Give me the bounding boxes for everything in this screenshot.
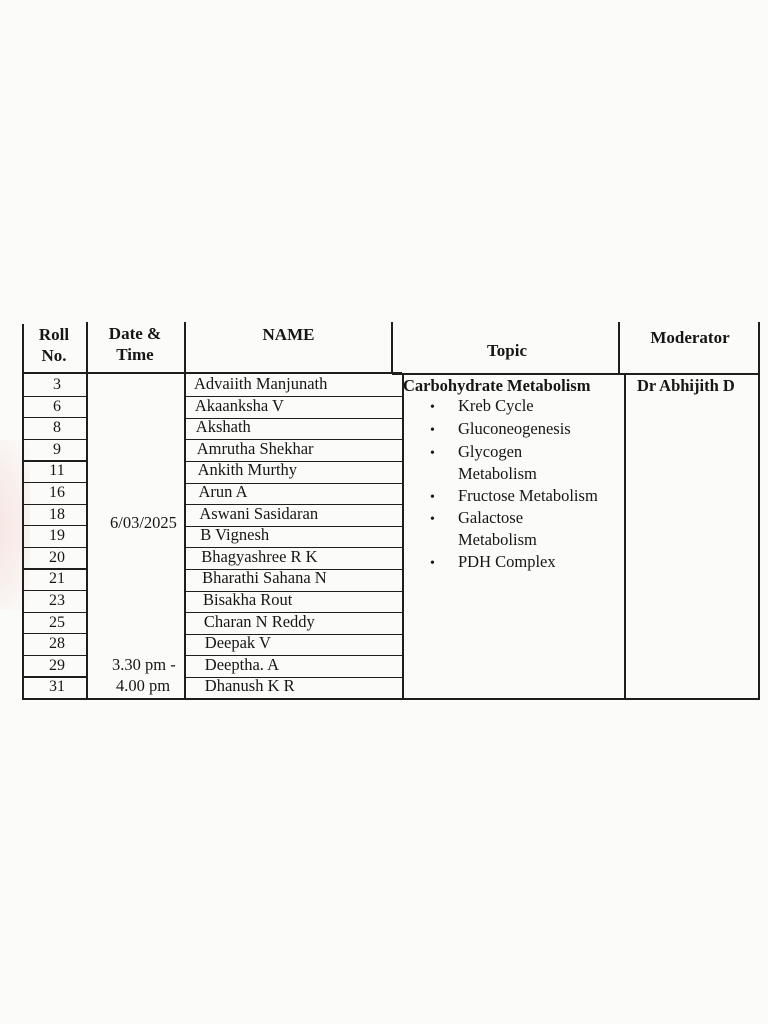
row-separator-roll [24,396,86,397]
student-name: Aswani Sasidaran [199,503,319,523]
topic-item [458,510,537,548]
topic-item [458,421,571,438]
student-name: Arun A [198,482,248,501]
bullet-icon: • [430,556,435,571]
student-name: Deeptha. A [204,654,280,674]
row-separator-roll [24,482,86,483]
bullet-icon: • [430,490,435,505]
student-name: Bisakha Rout [203,590,293,609]
topic-item-line1: Glycogen [458,442,523,461]
row-separator-roll [24,460,86,461]
roll-number: 19 [49,527,65,545]
header-date-time [88,325,182,363]
topic-item [458,488,598,505]
col-border-right-body [758,373,760,700]
student-name: Bharathi Sahana N [202,568,327,588]
topic-item-line1: Kreb Cycle [458,396,534,415]
roll-number: 16 [49,484,65,501]
roll-number: 23 [49,592,65,609]
roll-number: 6 [53,397,61,415]
roll-number: 29 [49,656,65,674]
moderator-name: Dr Abhijith D [637,376,735,395]
topic-item-line1: PDH Complex [458,552,556,571]
topic-item [458,398,534,415]
student-name: Advaiith Manjunath [194,374,328,393]
session-time-start: 3.30 pm - [112,655,176,674]
roll-number: 31 [49,678,65,696]
roll-number: 21 [49,570,65,588]
student-name: Ankith Murthy [197,460,298,480]
row-separator-roll [24,547,86,548]
header-date-line1: Date & [108,324,162,343]
student-name: Amrutha Shekhar [196,438,314,458]
topic-item [458,554,556,571]
bullet-icon: • [430,512,435,527]
row-separator-roll [24,633,86,634]
roll-number: 8 [53,419,61,437]
header-name: NAME [262,325,315,344]
topic-item-line2: Metabolism [458,529,537,549]
session-time-end: 4.00 pm [116,676,171,695]
student-name: Bhagyashree R K [201,546,318,566]
header-roll-line1: Roll [38,325,70,344]
row-separator-roll [24,655,86,656]
topic-item-line1: Gluconeogenesis [458,419,571,438]
row-separator-roll [24,439,86,440]
table-bottom-line [22,698,760,700]
roll-number: 3 [53,376,61,393]
roll-number: 9 [53,440,61,458]
row-separator-roll [24,525,86,526]
topic-item-line1: Fructose Metabolism [458,486,598,505]
bullet-icon: • [430,446,435,461]
header-roll-line2: No. [41,346,67,365]
student-name: B Vignesh [200,525,270,545]
student-name: Deepak V [204,633,271,653]
col-border-name-right [391,322,393,374]
roll-number: 11 [49,462,65,480]
roll-number: 25 [49,613,65,631]
col-border-name-body [402,373,404,700]
col-border-topic-body [624,373,626,700]
session-date: 6/03/2025 [110,513,177,532]
roll-number: 20 [49,548,65,566]
student-name: Akshath [195,417,251,437]
roll-number: 28 [49,635,65,653]
row-separator-roll [24,590,86,591]
header-roll [28,326,80,364]
student-name: Akaanksha V [194,395,284,415]
bullet-icon: • [430,400,435,415]
row-separator-roll [24,676,86,677]
bullet-icon: • [430,423,435,438]
col-border-roll [86,322,88,700]
row-separator-roll [24,504,86,505]
roll-number: 18 [49,505,65,523]
schedule-table [22,318,760,700]
topic-item-line2: Metabolism [458,463,537,483]
topic-item [458,444,537,482]
col-border-date-body [184,373,186,700]
row-separator-roll [24,417,86,418]
student-name: Charan N Reddy [203,611,315,631]
topic-item-line1: Galactose [458,508,524,527]
topic-title: Carbohydrate Metabolism [403,376,591,395]
col-border-left [22,324,24,700]
header-topic: Topic [486,341,527,360]
header-date-line2: Time [116,345,154,364]
student-name: Dhanush K R [204,676,295,696]
row-separator-roll [24,568,86,569]
row-separator-roll [24,612,86,613]
header-moderator: Moderator [650,328,730,347]
header-bottom-line-right [392,373,759,375]
